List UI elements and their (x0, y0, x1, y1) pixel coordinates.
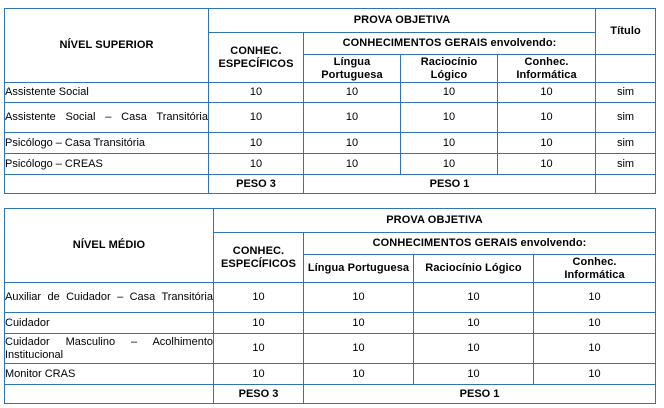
header-titulo-spacer (596, 55, 656, 83)
header-lingua-portuguesa (304, 55, 401, 83)
cell-informatica: 10 (498, 83, 596, 103)
header-nivel-superior: NÍVEL SUPERIOR (5, 9, 209, 83)
header-conhec-informatica-line2: Informática (564, 268, 625, 281)
header-prova-objetiva: PROVA OBJETIVA (209, 9, 596, 33)
cell-titulo: sim (596, 154, 656, 175)
header-conhec-especificos (214, 233, 304, 283)
cargo-name-cell (5, 83, 209, 103)
cell-portugues: 10 (304, 313, 414, 334)
header-conhecimentos-gerais: CONHECIMENTOS GERAIS envolvendo: (304, 33, 596, 55)
cell-titulo: sim (596, 103, 656, 133)
cell-raciocinio: 10 (414, 334, 534, 364)
weight-gerais: PESO 1 (304, 385, 656, 404)
cell-titulo: sim (596, 83, 656, 103)
cell-raciocinio: 10 (401, 154, 498, 175)
table-nivel-superior (4, 8, 656, 194)
cell-raciocinio: 10 (401, 133, 498, 154)
cell-especificos: 10 (209, 154, 304, 175)
cargo-name: Assistente Social (5, 86, 89, 99)
cell-especificos: 10 (214, 283, 304, 313)
header-raciocinio-logico-line2: Lógico (430, 68, 468, 81)
table-row (5, 364, 656, 385)
cell-raciocinio: 10 (414, 283, 534, 313)
cell-titulo: sim (596, 133, 656, 154)
table-row (5, 83, 656, 103)
header-conhecimentos-gerais: CONHECIMENTOS GERAIS envolvendo: (304, 233, 656, 255)
weight-row-spacer-left (5, 175, 209, 194)
cell-informatica: 10 (534, 313, 656, 334)
cell-portugues: 10 (304, 334, 414, 364)
cargo-name: Cuidador Masculino – Acolhimento Institucional (5, 335, 213, 361)
cell-especificos: 10 (214, 364, 304, 385)
cargo-name-cell (5, 103, 209, 133)
header-conhec-especificos-line1: CONHEC. (232, 244, 285, 257)
header-lingua-portuguesa-line2: Portuguesa (321, 68, 383, 81)
header-conhec-especificos-line1: CONHEC. (230, 44, 282, 57)
cargo-name-cell (5, 364, 214, 385)
cargo-name-cell (5, 334, 214, 364)
header-lingua-portuguesa (304, 255, 414, 283)
header-prova-objetiva: PROVA OBJETIVA (214, 209, 656, 233)
cell-especificos: 10 (214, 313, 304, 334)
cell-especificos: 10 (209, 133, 304, 154)
header-conhec-informatica-line2: Informática (516, 68, 577, 81)
cell-informatica: 10 (498, 103, 596, 133)
cell-informatica: 10 (534, 364, 656, 385)
cargo-name: Assistente Social – Casa Transitória (5, 111, 208, 124)
header-raciocinio-logico-line1: Raciocínio (420, 55, 478, 68)
header-conhec-especificos-line2: ESPECÍFICOS (218, 57, 294, 70)
cell-portugues: 10 (304, 364, 414, 385)
table-row (5, 103, 656, 133)
cell-portugues: 10 (304, 283, 414, 313)
weight-especificos: PESO 3 (214, 385, 304, 404)
header-conhec-informatica-line1: Conhec. (572, 255, 617, 268)
table-row (5, 283, 656, 313)
cell-informatica: 10 (534, 283, 656, 313)
cargo-name: Monitor CRAS (5, 367, 76, 380)
cell-especificos: 10 (214, 334, 304, 364)
table-row (5, 133, 656, 154)
header-lingua-portuguesa-line1: Língua (333, 55, 371, 68)
weight-especificos: PESO 3 (209, 175, 304, 194)
header-conhec-especificos-line2: ESPECÍFICOS (220, 257, 297, 270)
table-header-row-1 (5, 209, 656, 233)
cell-portugues: 10 (304, 154, 401, 175)
header-nivel-medio: NÍVEL MÉDIO (5, 209, 214, 283)
header-conhec-informatica (534, 255, 656, 283)
cargo-name: Cuidador (5, 316, 50, 329)
cell-informatica: 10 (498, 154, 596, 175)
weight-row-spacer-left (5, 385, 214, 404)
cell-especificos: 10 (209, 83, 304, 103)
table-weight-row (5, 385, 656, 404)
cell-especificos: 10 (209, 103, 304, 133)
header-conhec-informatica-line1: Conhec. (524, 55, 569, 68)
cell-portugues: 10 (304, 103, 401, 133)
cell-raciocinio: 10 (414, 364, 534, 385)
cargo-name-cell (5, 154, 209, 175)
header-raciocinio-logico (414, 255, 534, 283)
header-conhec-informatica (498, 55, 596, 83)
cell-informatica: 10 (498, 133, 596, 154)
table-row (5, 154, 656, 175)
header-raciocinio-logico-line1: Raciocínio Lógico (425, 262, 522, 275)
cell-raciocinio: 10 (414, 313, 534, 334)
cell-raciocinio: 10 (401, 103, 498, 133)
weight-row-spacer-right (596, 175, 656, 194)
header-titulo: Título (596, 9, 656, 55)
cell-raciocinio: 10 (401, 83, 498, 103)
cell-informatica: 10 (534, 334, 656, 364)
cell-portugues: 10 (304, 133, 401, 154)
header-raciocinio-logico (401, 55, 498, 83)
cargo-name: Psicólogo – Casa Transitória (5, 136, 146, 149)
cargo-name-cell (5, 313, 214, 334)
header-lingua-portuguesa-line1: Língua Portuguesa (307, 262, 410, 275)
cargo-name: Auxiliar de Cuidador – Casa Transitória (5, 291, 213, 304)
header-conhec-especificos (209, 33, 304, 83)
table-row (5, 334, 656, 364)
cargo-name-cell (5, 133, 209, 154)
weight-gerais: PESO 1 (304, 175, 596, 194)
cell-portugues: 10 (304, 83, 401, 103)
table-header-row-1 (5, 9, 656, 33)
table-weight-row (5, 175, 656, 194)
table-row (5, 313, 656, 334)
cargo-name-cell (5, 283, 214, 313)
cargo-name: Psicólogo – CREAS (5, 157, 103, 170)
table-nivel-medio (4, 208, 656, 404)
